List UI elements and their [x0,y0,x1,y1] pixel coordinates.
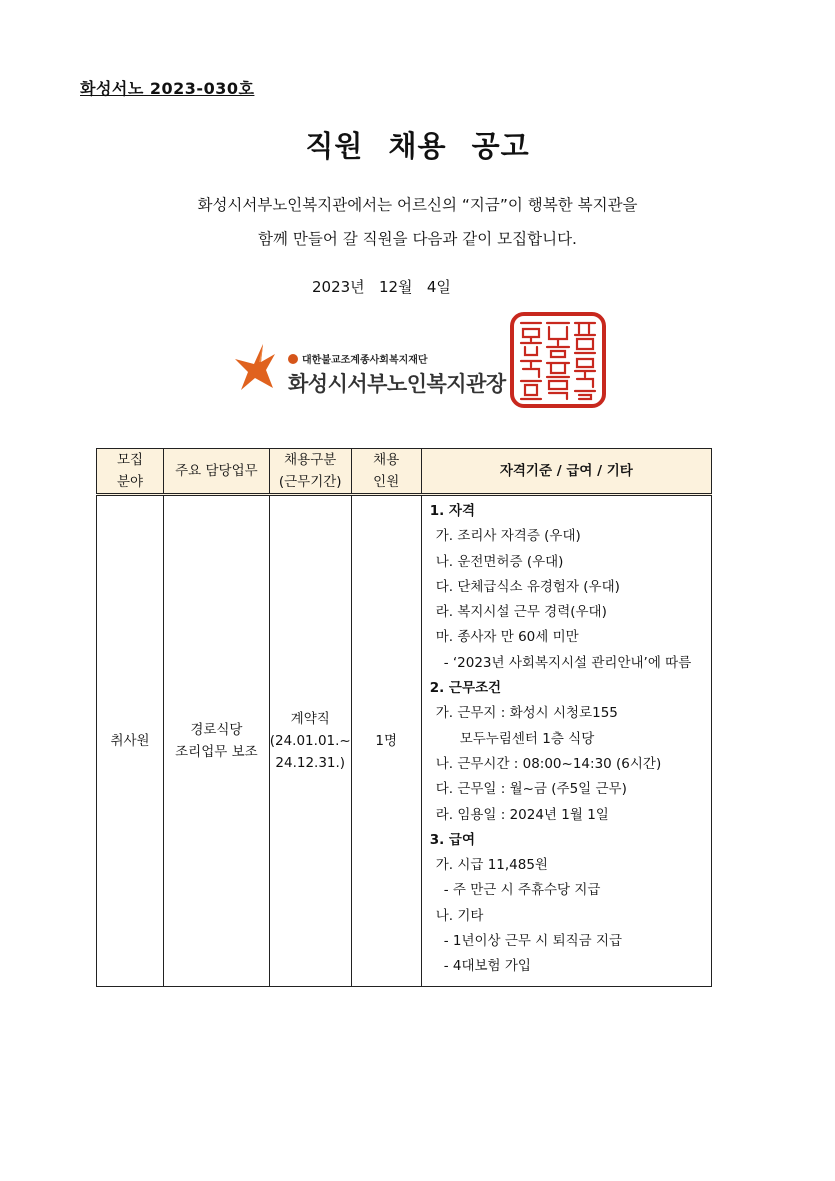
header-count [351,449,421,495]
criteria-line: - ‘2023년 사회복지시설 관리안내’에 따름 [443,654,692,671]
foundation-emblem-icon [288,354,298,364]
cell-type-line3: 24.12.31.) [275,754,346,771]
criteria-line: 가. 조리사 자격증 (우대) [435,528,581,545]
table-header-row [97,449,712,495]
criteria-line: 라. 임용일 : 2024년 1월 1일 [435,806,609,823]
cell-duty-line1: 경로식당 [190,721,243,738]
cell-type-line1: 계약직 [290,710,330,727]
issuer-name: 화성시서부노인복지관장 [288,372,506,396]
criteria-line: 다. 단체급식소 유경험자 (우대) [435,578,620,595]
cell-duty [164,495,270,987]
criteria-line: 나. 운전면허증 (우대) [435,553,564,570]
intro-line-1: 화성시서부노인복지관에서는 어르신의 “지금”이 행복한 복지관을 [197,196,638,214]
criteria-line: - 4대보험 가입 [443,958,531,975]
cell-duty-line2: 조리업무 보조 [175,743,258,760]
header-count-line2: 인원 [373,474,400,490]
cell-count: 1명 [351,495,421,987]
criteria-line: 가. 근무지 : 화성시 시청로155 [435,705,618,722]
official-seal-icon [509,311,607,409]
cell-type-line2: (24.01.01.~ [269,732,351,749]
criteria-line: 마. 종사자 만 60세 미만 [435,629,579,646]
cell-type [269,495,351,987]
criteria-section-heading: 1. 자격 [429,503,476,519]
criteria-line: 다. 근무일 : 월~금 (주5일 근무) [435,781,627,798]
criteria-line: 가. 시급 11,485원 [435,857,548,874]
header-duty: 주요 담당업무 [164,449,270,495]
foundation-name-text: 대한불교조계종사회복지재단 [302,355,428,366]
header-field [97,449,164,495]
intro-line-2: 함께 만들어 갈 직원을 다음과 같이 모집합니다. [258,230,577,248]
header-type-line1: 채용구분 [284,452,337,468]
criteria-line: 나. 기타 [435,907,484,924]
header-criteria: 자격기준 / 급여 / 기타 [421,449,711,495]
page-title: 직원 채용 공고 [305,129,530,163]
criteria-line: - 주 만근 시 주휴수당 지급 [443,882,601,899]
announcement-date: 2023년 12월 4일 [312,278,451,296]
criteria-line: 나. 근무시간 : 08:00~14:30 (6시간) [435,755,662,772]
header-count-line1: 채용 [373,452,400,468]
criteria-line: - 1년이상 근무 시 퇴직금 지급 [443,933,623,950]
criteria-section-heading: 2. 근무조건 [429,680,502,697]
recruitment-table [96,448,712,987]
header-type-line2: (근무기간) [278,474,342,490]
foundation-name [288,351,428,366]
issuer-logo-block [233,340,513,400]
criteria-line: 라. 복지시설 근무 경력(우대) [435,604,607,621]
cell-criteria-details [421,495,711,987]
cell-field: 취사원 [97,495,164,987]
header-type [269,449,351,495]
criteria-section-heading: 3. 급여 [429,831,476,848]
foundation-logo-icon [233,342,277,392]
criteria-line: 모두누림센터 1층 식당 [459,730,595,747]
header-field-line2: 분야 [116,474,144,490]
table-row [97,495,712,987]
document-number: 화성서노 2023-030호 [80,79,255,98]
header-field-line1: 모집 [116,452,144,468]
